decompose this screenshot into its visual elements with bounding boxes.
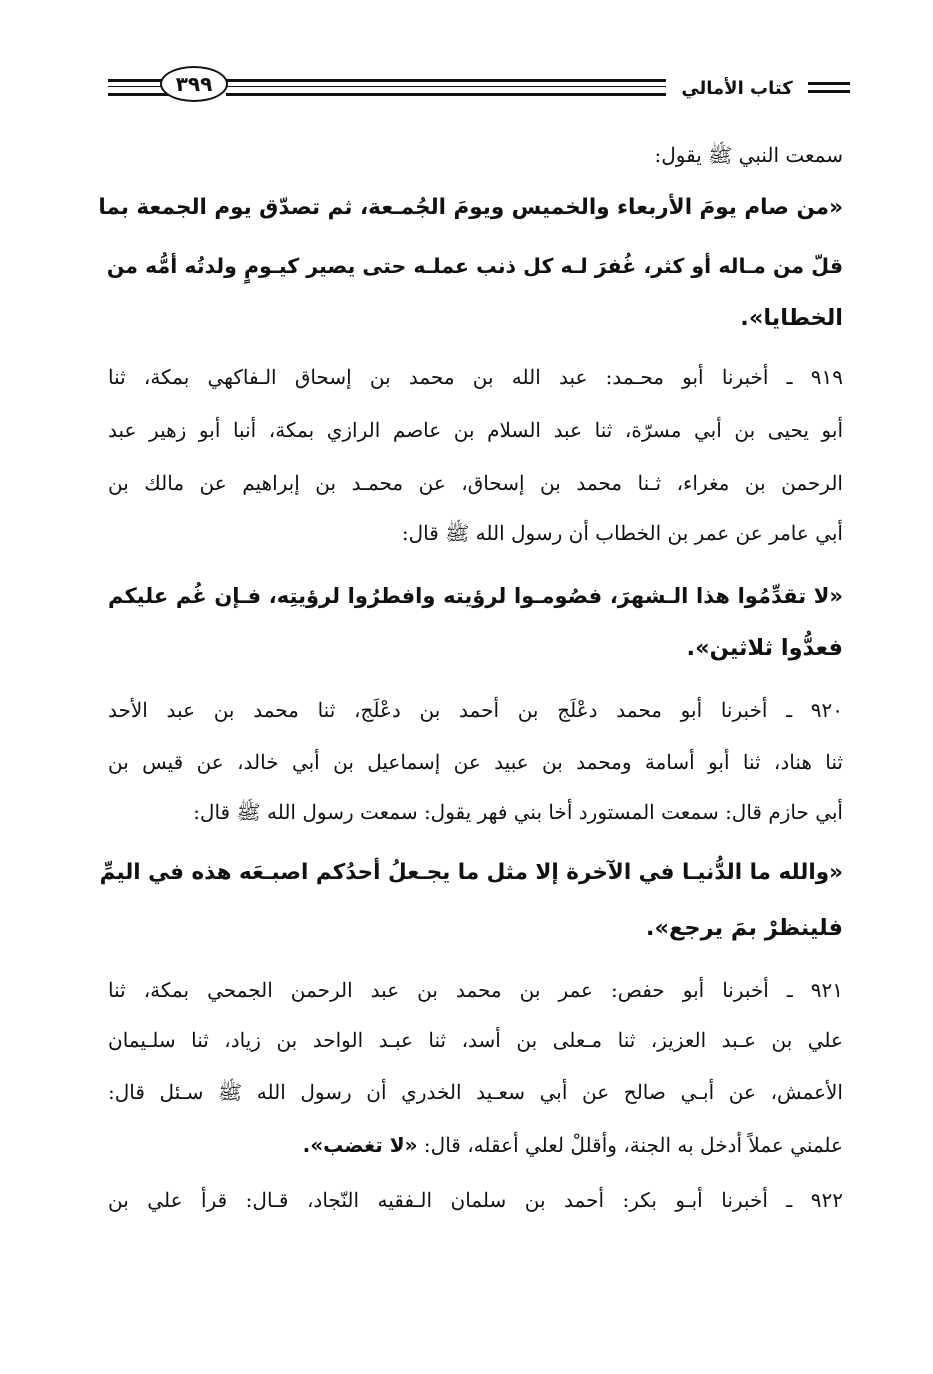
header-rule — [226, 79, 666, 82]
header-rule — [226, 86, 666, 87]
report-line: الأعمش، عن أبـي صالح عن أبي سعـيد الخدري أن رسول الله ﷺ سـئل قال: — [108, 1080, 843, 1104]
header-rule — [108, 86, 168, 87]
report-line: ثنا هناد، ثنا أبو أسامة ومحمد بن عبيد عن إسماعيل بن أبي خالد، عن قيس بن — [108, 750, 843, 774]
report-line: ٩٢٠ ـ أخبرنا أبو محمد دعْلَج بن أحمد بن دعْلَج، ثنا محمد بن عبد الأحد — [108, 698, 843, 722]
report-line — [303, 1130, 843, 1160]
hadith-line: «من صام يومَ الأربعاء والخميس ويومَ الجُمـعة، ثم تصدّق يوم الجمعة بما — [98, 195, 843, 220]
header-rule — [808, 90, 850, 93]
hadith-line: فلينظرْ بمَ يرجع». — [645, 915, 843, 941]
header-rule — [808, 82, 850, 85]
hadith-line: قلّ من مـاله أو كثر، غُفرَ لـه كل ذنب عملـه حتى يصير كيـومٍ ولدتُه أمُّه من — [106, 254, 843, 278]
report-line: أبو يحيى بن أبي مسرّة، ثنا عبد السلام بن عاصم الرازي بمكة، أنبا أبو زهير عبد — [108, 418, 843, 442]
running-title: كتاب الأمالي — [666, 70, 808, 106]
report-line: الرحمن بن مغراء، ثـنا محمد بن إسحاق، عن محمـد بن إبراهيم عن مالك بن — [108, 471, 843, 495]
intro-line: سمعت النبي ﷺ يقول: — [654, 143, 843, 167]
report-line: أبي عامر عن عمر بن الخطاب أن رسول الله ﷺ قال: — [401, 521, 843, 545]
report-text: علمني عملاً أدخل به الجنة، وأقللْ لعلي أعقله، قال: — [417, 1133, 843, 1157]
hadith-line: الخطايا». — [740, 305, 843, 331]
report-line: أبي حازم قال: سمعت المستورد أخا بني فهر يقول: سمعت رسول الله ﷺ قال: — [193, 800, 843, 824]
report-line: ٩٢١ ـ أخبرنا أبو حفص: عمر بن محمد بن عبد الرحمن الجمحي بمكة، ثنا — [108, 978, 843, 1002]
page-number-cartouche — [160, 66, 228, 102]
hadith-line: «لا تقدِّمُوا هذا الـشهرَ، فصُومـوا لرؤيته وافطرُوا لرؤيتِه، فـإن غُم عليكم — [108, 584, 843, 608]
report-line: علي بن عـبد العزيز، ثنا مـعلى بن أسد، ثنا عبـد الواحد بن زياد، ثنا سلـيمان — [108, 1028, 843, 1052]
hadith-line: فعدُّوا ثلاثين». — [686, 635, 843, 661]
header-rule — [108, 93, 168, 96]
hadith-quote: «لا تغضب». — [302, 1133, 418, 1157]
report-line: ٩٢٢ ـ أخبرنا أبـو بكر: أحمد بن سلمان الـفقيه النّجاد، قـال: قرأ علي بن — [108, 1188, 843, 1212]
header-rule — [108, 79, 168, 82]
page-number: ٣٩٩ — [175, 72, 213, 96]
header-rule — [226, 93, 666, 96]
hadith-line: «والله ما الدُّنيـا في الآخرة إلا مثل ما يجـعلُ أحدُكم اصبـعَه هذه في اليمِّ — [99, 860, 843, 885]
report-line: ٩١٩ ـ أخبرنا أبو محـمد: عبد الله بن محمد بن إسحاق الـفاكهي بمكة، ثنا — [108, 365, 843, 389]
